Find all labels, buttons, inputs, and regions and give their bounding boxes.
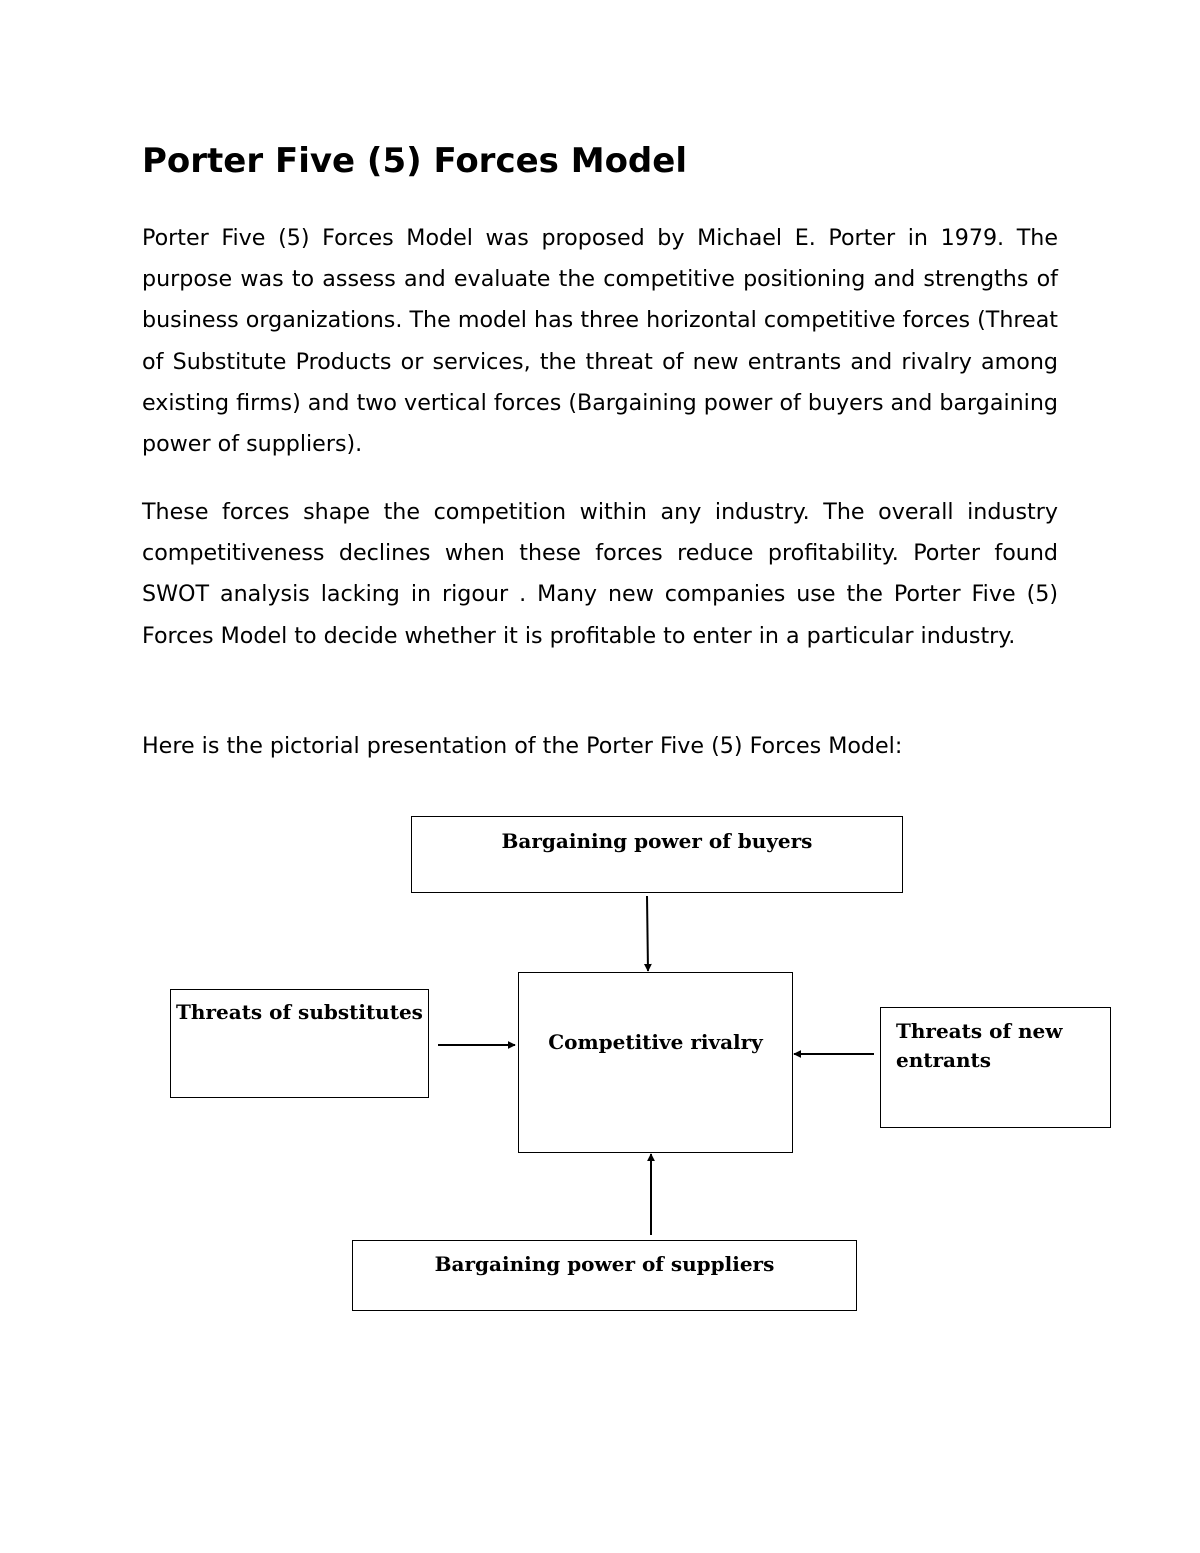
forces-paragraph: These forces shape the competition within any industry. The overall industry competitiveness declines when these forces reduce profitability. Porter found SWOT analysis lacking in rigour . Many new companies use the Porter Five (5) Forces Model to decide whether it is profitable to enter in a particular industry. — [142, 499, 1058, 649]
intro-paragraph: Porter Five (5) Forces Model was proposed by Michael E. Porter in 1979. The purpose was to assess and evaluate the competitive positioning and strengths of business organizations. The model has three horizontal competitive forces (Threat of Substitute Products or services, the threat of new entrants and rivalry among existing firms) and two vertical forces (Bargaining power of buyers and bargaining power of suppliers). — [142, 225, 1058, 458]
new-entrants-label: Threats of new entrants — [896, 1019, 1063, 1072]
rivalry-box — [518, 972, 793, 1153]
diagram-intro-paragraph: Here is the pictorial presentation of the Porter Five (5) Forces Model: — [142, 733, 903, 759]
buyers-box — [411, 816, 903, 893]
buyers-label: Bargaining power of buyers — [501, 829, 813, 853]
arrow-buyers-to-rivalry — [647, 896, 648, 971]
rivalry-label: Competitive rivalry — [548, 1030, 763, 1054]
new-entrants-box — [880, 1007, 1111, 1128]
substitutes-label: Threats of substitutes — [176, 1000, 423, 1024]
suppliers-label: Bargaining power of suppliers — [434, 1252, 775, 1276]
suppliers-box — [352, 1240, 857, 1311]
page-title: Porter Five (5) Forces Model — [142, 141, 687, 181]
substitutes-box — [170, 989, 429, 1098]
